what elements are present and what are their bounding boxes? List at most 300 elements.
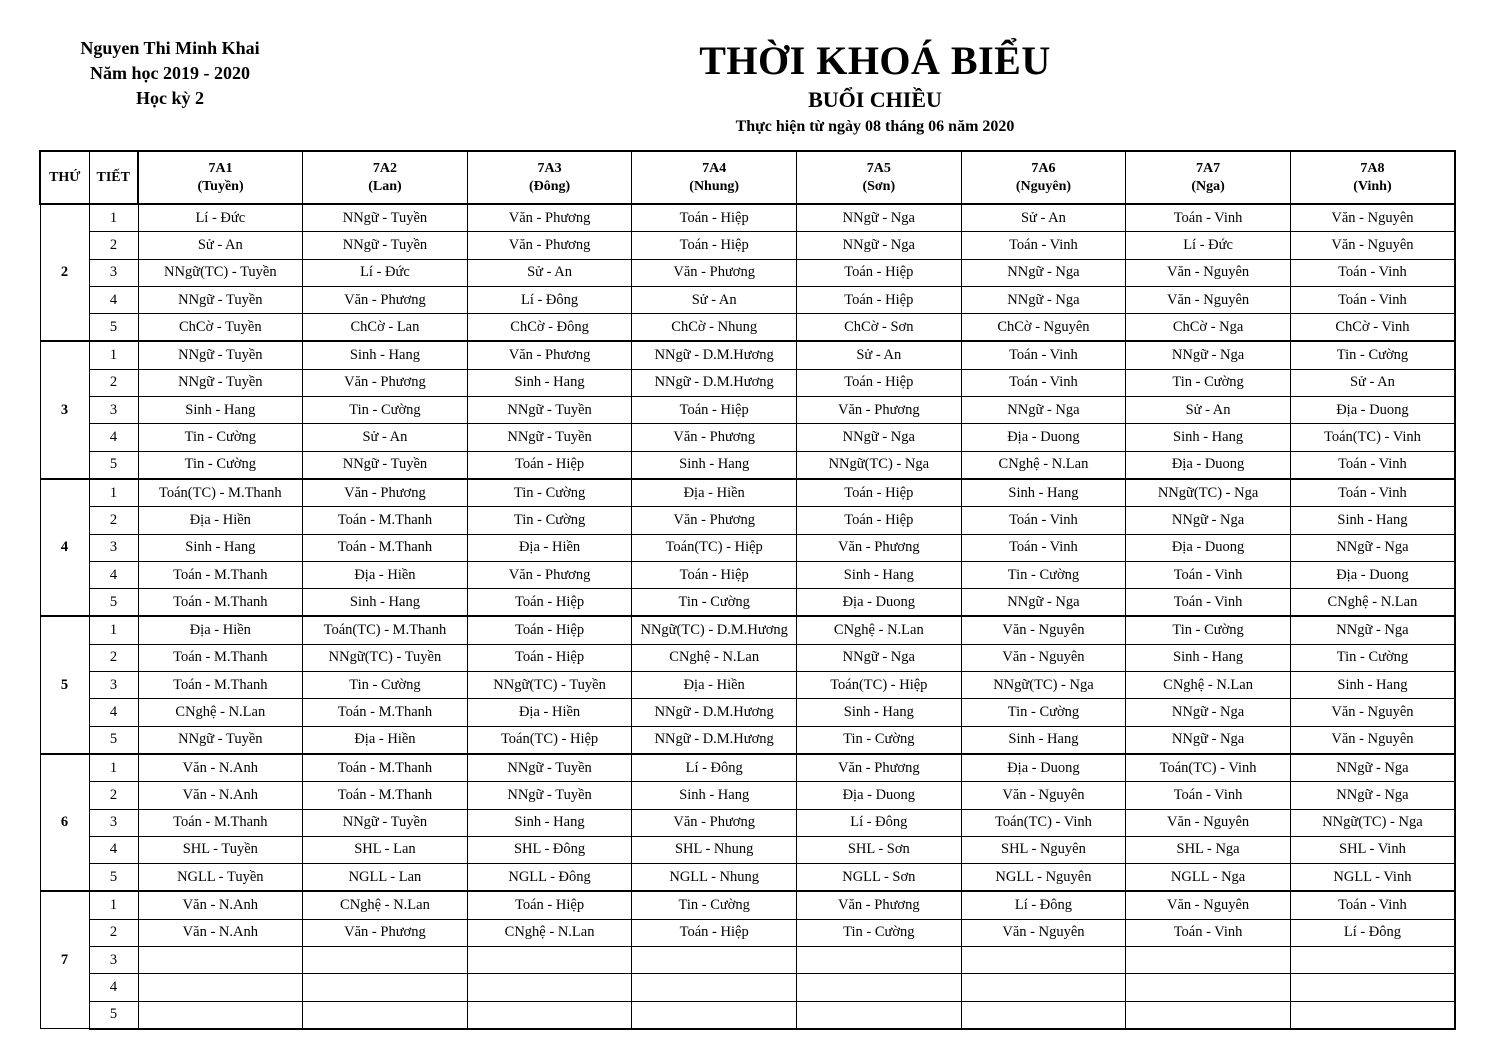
lesson-cell: NNgữ - Nga: [1126, 507, 1291, 534]
lesson-cell: Sử - An: [467, 259, 632, 286]
table-row: [40, 672, 1455, 699]
lesson-cell: Địa - Duong: [1290, 397, 1455, 424]
lesson-cell: NNgữ - Nga: [797, 644, 962, 671]
class-header: [467, 151, 632, 204]
period-number: 1: [89, 616, 138, 644]
lesson-cell: Toán - Hiệp: [797, 507, 962, 534]
lesson-cell: Sử - An: [797, 341, 962, 369]
lesson-cell: [1290, 947, 1455, 974]
timetable: [39, 150, 1456, 1030]
school-year: Năm học 2019 - 2020: [90, 63, 250, 83]
lesson-cell: NNgữ - Tuyền: [138, 341, 303, 369]
table-row: [40, 451, 1455, 479]
period-number: 1: [89, 891, 138, 919]
lesson-cell: Văn - Nguyên: [961, 644, 1126, 671]
lesson-cell: NNgữ(TC) - D.M.Hương: [632, 616, 797, 644]
lesson-cell: Toán - Vinh: [1126, 204, 1291, 232]
lesson-cell: Văn - N.Anh: [138, 782, 303, 809]
lesson-cell: Văn - Nguyên: [1290, 726, 1455, 754]
lesson-cell: Văn - Phương: [632, 259, 797, 286]
lesson-cell: ChCờ - Nhung: [632, 314, 797, 342]
lesson-cell: Tin - Cường: [303, 672, 468, 699]
lesson-cell: CNghệ - N.Lan: [797, 616, 962, 644]
lesson-cell: [632, 1001, 797, 1029]
lesson-cell: Toán(TC) - Hiệp: [467, 726, 632, 754]
table-row: [40, 836, 1455, 863]
lesson-cell: [797, 1001, 962, 1029]
table-row: [40, 974, 1455, 1001]
lesson-cell: Lí - Đức: [1126, 232, 1291, 259]
lesson-cell: Toán - Hiệp: [797, 259, 962, 286]
lesson-cell: [1290, 974, 1455, 1001]
lesson-cell: Toán - Vinh: [961, 507, 1126, 534]
school-name: Nguyen Thi Minh Khai: [80, 38, 260, 58]
lesson-cell: CNghệ - N.Lan: [1126, 672, 1291, 699]
lesson-cell: [1126, 1001, 1291, 1029]
lesson-cell: Toán - M.Thanh: [303, 782, 468, 809]
lesson-cell: Toán - Vinh: [1290, 479, 1455, 507]
lesson-cell: Toán - Vinh: [1290, 259, 1455, 286]
lesson-cell: Toán - Hiệp: [632, 919, 797, 946]
lesson-cell: NNgữ - Nga: [961, 286, 1126, 313]
lesson-cell: [138, 974, 303, 1001]
lesson-cell: Địa - Hiền: [138, 507, 303, 534]
lesson-cell: Văn - Phương: [632, 424, 797, 451]
lesson-cell: Văn - Nguyên: [1126, 891, 1291, 919]
lesson-cell: Toán - Vinh: [1290, 891, 1455, 919]
lesson-cell: NNgữ - Nga: [797, 204, 962, 232]
table-row: [40, 864, 1455, 892]
lesson-cell: Văn - Phương: [797, 754, 962, 782]
table-row: [40, 891, 1455, 919]
period-number: 5: [89, 589, 138, 617]
lesson-cell: NNgữ - Nga: [961, 259, 1126, 286]
lesson-cell: Toán - M.Thanh: [303, 699, 468, 726]
lesson-cell: Sinh - Hang: [1126, 644, 1291, 671]
lesson-cell: SHL - Sơn: [797, 836, 962, 863]
lesson-cell: NNgữ - Tuyền: [138, 726, 303, 754]
lesson-cell: Địa - Duong: [961, 754, 1126, 782]
lesson-cell: [303, 947, 468, 974]
school-info: [40, 36, 300, 111]
lesson-cell: NNgữ - Tuyền: [303, 204, 468, 232]
lesson-cell: NNgữ(TC) - Tuyền: [138, 259, 303, 286]
lesson-cell: Toán - Hiệp: [632, 204, 797, 232]
lesson-cell: Văn - Nguyên: [961, 616, 1126, 644]
lesson-cell: Địa - Hiền: [303, 561, 468, 588]
lesson-cell: Toán - Vinh: [1126, 782, 1291, 809]
table-row: [40, 232, 1455, 259]
lesson-cell: Văn - Nguyên: [1126, 259, 1291, 286]
lesson-cell: NNgữ - D.M.Hương: [632, 699, 797, 726]
class-header: [303, 151, 468, 204]
lesson-cell: Sinh - Hang: [797, 699, 962, 726]
lesson-cell: Tin - Cường: [467, 507, 632, 534]
lesson-cell: Toán - Hiệp: [467, 644, 632, 671]
period-number: 3: [89, 534, 138, 561]
lesson-cell: Địa - Duong: [1126, 451, 1291, 479]
class-name: 7A3: [537, 160, 562, 176]
lesson-cell: Tin - Cường: [1290, 644, 1455, 671]
title-block: [580, 36, 1170, 139]
lesson-cell: Tin - Cường: [138, 451, 303, 479]
lesson-cell: Sinh - Hang: [303, 341, 468, 369]
lesson-cell: Toán(TC) - M.Thanh: [303, 616, 468, 644]
lesson-cell: Toán - Vinh: [961, 369, 1126, 396]
period-number: 5: [89, 1001, 138, 1029]
lesson-cell: [1290, 1001, 1455, 1029]
lesson-cell: Toán - Vinh: [1290, 451, 1455, 479]
lesson-cell: NNgữ - Nga: [797, 424, 962, 451]
table-row: [40, 314, 1455, 342]
lesson-cell: Tin - Cường: [961, 699, 1126, 726]
lesson-cell: ChCờ - Sơn: [797, 314, 962, 342]
lesson-cell: Sinh - Hang: [961, 726, 1126, 754]
lesson-cell: Tin - Cường: [1126, 616, 1291, 644]
lesson-cell: Toán - M.Thanh: [303, 507, 468, 534]
lesson-cell: NNgữ(TC) - Tuyền: [467, 672, 632, 699]
day-label: 5: [40, 616, 89, 753]
lesson-cell: Toán(TC) - Vinh: [1290, 424, 1455, 451]
lesson-cell: NNgữ - Tuyền: [138, 286, 303, 313]
lesson-cell: CNghệ - N.Lan: [467, 919, 632, 946]
lesson-cell: Toán - Vinh: [961, 232, 1126, 259]
lesson-cell: NNgữ - Nga: [797, 232, 962, 259]
table-row: [40, 616, 1455, 644]
lesson-cell: NNgữ - Nga: [1290, 754, 1455, 782]
lesson-cell: [961, 947, 1126, 974]
day-label: 6: [40, 754, 89, 891]
lesson-cell: Lí - Đông: [632, 754, 797, 782]
lesson-cell: ChCờ - Vinh: [1290, 314, 1455, 342]
lesson-cell: SHL - Tuyền: [138, 836, 303, 863]
lesson-cell: [467, 1001, 632, 1029]
lesson-cell: Toán(TC) - Hiệp: [632, 534, 797, 561]
lesson-cell: Sinh - Hang: [797, 561, 962, 588]
class-teacher: (Lan): [368, 178, 402, 194]
lesson-cell: Văn - Phương: [797, 891, 962, 919]
semester: Học kỳ 2: [135, 88, 204, 108]
lesson-cell: NNgữ - Tuyền: [467, 754, 632, 782]
lesson-cell: Lí - Đông: [1290, 919, 1455, 946]
period-number: 2: [89, 369, 138, 396]
class-name: 7A2: [372, 160, 397, 176]
lesson-cell: Sử - An: [1126, 397, 1291, 424]
lesson-cell: Tin - Cường: [138, 424, 303, 451]
lesson-cell: NGLL - Sơn: [797, 864, 962, 892]
day-label: 7: [40, 891, 89, 1028]
lesson-cell: [303, 974, 468, 1001]
lesson-cell: NNgữ - Tuyền: [467, 424, 632, 451]
lesson-cell: Sử - An: [1290, 369, 1455, 396]
period-number: 5: [89, 864, 138, 892]
lesson-cell: ChCờ - Đông: [467, 314, 632, 342]
lesson-cell: Văn - N.Anh: [138, 919, 303, 946]
lesson-cell: Địa - Hiền: [467, 699, 632, 726]
table-row: [40, 809, 1455, 836]
lesson-cell: Toán(TC) - Hiệp: [797, 672, 962, 699]
period-number: 2: [89, 919, 138, 946]
class-header: [961, 151, 1126, 204]
period-number: 2: [89, 644, 138, 671]
lesson-cell: Địa - Duong: [961, 424, 1126, 451]
lesson-cell: Địa - Hiền: [303, 726, 468, 754]
lesson-cell: Văn - N.Anh: [138, 754, 303, 782]
lesson-cell: Toán - Vinh: [961, 341, 1126, 369]
lesson-cell: Văn - Nguyên: [961, 782, 1126, 809]
lesson-cell: Văn - Phương: [467, 232, 632, 259]
lesson-cell: Tin - Cường: [303, 397, 468, 424]
lesson-cell: Văn - Phương: [632, 809, 797, 836]
lesson-cell: NGLL - Nhung: [632, 864, 797, 892]
lesson-cell: CNghệ - N.Lan: [303, 891, 468, 919]
period-number: 2: [89, 232, 138, 259]
lesson-cell: SHL - Nga: [1126, 836, 1291, 863]
table-row: [40, 782, 1455, 809]
lesson-cell: [632, 974, 797, 1001]
lesson-cell: Tin - Cường: [961, 561, 1126, 588]
period-number: 4: [89, 561, 138, 588]
period-number: 3: [89, 397, 138, 424]
lesson-cell: Toán - Hiệp: [632, 232, 797, 259]
lesson-cell: Toán - Hiệp: [797, 286, 962, 313]
lesson-cell: Toán - M.Thanh: [138, 589, 303, 617]
lesson-cell: [138, 947, 303, 974]
table-row: [40, 699, 1455, 726]
period-number: 3: [89, 809, 138, 836]
lesson-cell: NGLL - Tuyền: [138, 864, 303, 892]
lesson-cell: NNgữ - Nga: [1126, 341, 1291, 369]
lesson-cell: Lí - Đức: [138, 204, 303, 232]
lesson-cell: [961, 974, 1126, 1001]
period-number: 3: [89, 259, 138, 286]
table-row: [40, 589, 1455, 617]
lesson-cell: Toán - Hiệp: [632, 397, 797, 424]
period-number: 1: [89, 341, 138, 369]
lesson-cell: NNgữ - Nga: [1290, 616, 1455, 644]
lesson-cell: Địa - Duong: [797, 589, 962, 617]
lesson-cell: NNgữ - Nga: [1126, 726, 1291, 754]
table-row: [40, 204, 1455, 232]
lesson-cell: Văn - Nguyên: [1290, 232, 1455, 259]
table-row: [40, 397, 1455, 424]
lesson-cell: NNgữ - Nga: [961, 397, 1126, 424]
day-column-header: THỨ: [40, 151, 89, 204]
lesson-cell: Sử - An: [632, 286, 797, 313]
lesson-cell: NNgữ(TC) - Nga: [797, 451, 962, 479]
lesson-cell: NNgữ(TC) - Tuyền: [303, 644, 468, 671]
lesson-cell: [961, 1001, 1126, 1029]
lesson-cell: Sử - An: [961, 204, 1126, 232]
lesson-cell: Sinh - Hang: [467, 809, 632, 836]
lesson-cell: Toán - Vinh: [961, 534, 1126, 561]
lesson-cell: Toán - Vinh: [1126, 589, 1291, 617]
lesson-cell: CNghệ - N.Lan: [632, 644, 797, 671]
lesson-cell: Văn - Phương: [303, 369, 468, 396]
lesson-cell: Sinh - Hang: [138, 397, 303, 424]
lesson-cell: SHL - Lan: [303, 836, 468, 863]
class-name: 7A7: [1196, 160, 1221, 176]
lesson-cell: Toán - M.Thanh: [138, 809, 303, 836]
lesson-cell: Văn - Nguyên: [1290, 204, 1455, 232]
lesson-cell: NGLL - Lan: [303, 864, 468, 892]
session-subtitle: BUỔI CHIỀU: [808, 87, 942, 112]
day-label: 3: [40, 341, 89, 478]
lesson-cell: Lí - Đông: [961, 891, 1126, 919]
lesson-cell: Văn - Nguyên: [1126, 286, 1291, 313]
class-name: 7A4: [702, 160, 727, 176]
period-number: 5: [89, 726, 138, 754]
period-number: 4: [89, 836, 138, 863]
lesson-cell: Toán - Vinh: [1126, 561, 1291, 588]
table-row: [40, 369, 1455, 396]
lesson-cell: NNgữ - Tuyền: [303, 451, 468, 479]
lesson-cell: [467, 947, 632, 974]
lesson-cell: SHL - Đông: [467, 836, 632, 863]
table-row: [40, 754, 1455, 782]
lesson-cell: Toán - M.Thanh: [138, 672, 303, 699]
lesson-cell: Tin - Cường: [467, 479, 632, 507]
day-label: 2: [40, 204, 89, 341]
lesson-cell: [1126, 974, 1291, 1001]
lesson-cell: Sinh - Hang: [1290, 507, 1455, 534]
lesson-cell: NNgữ - Nga: [1290, 782, 1455, 809]
lesson-cell: Toán - Hiệp: [467, 891, 632, 919]
lesson-cell: NNgữ - Tuyền: [467, 782, 632, 809]
lesson-cell: Toán - Hiệp: [797, 369, 962, 396]
lesson-cell: NNgữ(TC) - Nga: [961, 672, 1126, 699]
lesson-cell: Địa - Duong: [797, 782, 962, 809]
lesson-cell: Địa - Hiền: [467, 534, 632, 561]
class-header: [1290, 151, 1455, 204]
effective-date: Thực hiện từ ngày 08 tháng 06 năm 2020: [735, 118, 1015, 135]
lesson-cell: Toán - Hiệp: [467, 616, 632, 644]
lesson-cell: NNgữ - Nga: [1290, 534, 1455, 561]
lesson-cell: NNgữ - D.M.Hương: [632, 369, 797, 396]
period-number: 5: [89, 314, 138, 342]
lesson-cell: Sinh - Hang: [632, 451, 797, 479]
lesson-cell: Sinh - Hang: [1126, 424, 1291, 451]
table-row: [40, 341, 1455, 369]
lesson-cell: NGLL - Nga: [1126, 864, 1291, 892]
lesson-cell: Toán - Hiệp: [797, 479, 962, 507]
lesson-cell: Văn - Phương: [467, 561, 632, 588]
table-row: [40, 947, 1455, 974]
table-row: [40, 919, 1455, 946]
lesson-cell: Tin - Cường: [632, 589, 797, 617]
class-teacher: (Vinh): [1353, 178, 1392, 194]
lesson-cell: Tin - Cường: [797, 726, 962, 754]
class-teacher: (Nga): [1191, 178, 1225, 194]
lesson-cell: [138, 1001, 303, 1029]
lesson-cell: Văn - Nguyên: [961, 919, 1126, 946]
lesson-cell: NGLL - Nguyên: [961, 864, 1126, 892]
lesson-cell: Sinh - Hang: [303, 589, 468, 617]
day-label: 4: [40, 479, 89, 616]
lesson-cell: Văn - Nguyên: [1290, 699, 1455, 726]
lesson-cell: Địa - Hiền: [632, 672, 797, 699]
lesson-cell: NNgữ - Tuyền: [303, 809, 468, 836]
lesson-cell: Văn - N.Anh: [138, 891, 303, 919]
lesson-cell: CNghệ - N.Lan: [961, 451, 1126, 479]
lesson-cell: ChCờ - Lan: [303, 314, 468, 342]
table-row: [40, 534, 1455, 561]
lesson-cell: NNgữ(TC) - Nga: [1290, 809, 1455, 836]
lesson-cell: NNgữ - Tuyền: [303, 232, 468, 259]
period-number: 4: [89, 424, 138, 451]
lesson-cell: Toán - Vinh: [1290, 286, 1455, 313]
lesson-cell: Lí - Đức: [303, 259, 468, 286]
lesson-cell: NNgữ - Tuyền: [467, 397, 632, 424]
lesson-cell: [1126, 947, 1291, 974]
lesson-cell: NNgữ - Nga: [961, 589, 1126, 617]
lesson-cell: Lí - Đông: [467, 286, 632, 313]
lesson-cell: SHL - Nhung: [632, 836, 797, 863]
lesson-cell: Văn - Phương: [303, 286, 468, 313]
class-name: 7A1: [208, 160, 233, 176]
class-teacher: (Nhung): [689, 178, 740, 194]
lesson-cell: Tin - Cường: [1126, 369, 1291, 396]
class-teacher: (Sơn): [862, 178, 896, 194]
class-header: [1126, 151, 1291, 204]
lesson-cell: ChCờ - Nga: [1126, 314, 1291, 342]
period-number: 2: [89, 782, 138, 809]
lesson-cell: [467, 974, 632, 1001]
lesson-cell: NNgữ - Tuyền: [138, 369, 303, 396]
table-row: [40, 1001, 1455, 1029]
lesson-cell: Toán - Hiệp: [467, 589, 632, 617]
lesson-cell: ChCờ - Nguyên: [961, 314, 1126, 342]
class-teacher: (Nguyên): [1015, 178, 1072, 194]
timetable-body: [40, 204, 1455, 1029]
lesson-cell: NGLL - Vinh: [1290, 864, 1455, 892]
lesson-cell: NNgữ - D.M.Hương: [632, 726, 797, 754]
lesson-cell: Sử - An: [138, 232, 303, 259]
lesson-cell: Toán - M.Thanh: [138, 644, 303, 671]
lesson-cell: Địa - Hiền: [138, 616, 303, 644]
lesson-cell: [797, 947, 962, 974]
lesson-cell: Văn - Nguyên: [1126, 809, 1291, 836]
lesson-cell: Sinh - Hang: [1290, 672, 1455, 699]
header-row: [40, 151, 1455, 204]
lesson-cell: Tin - Cường: [632, 891, 797, 919]
period-column-header: TIẾT: [89, 151, 138, 204]
class-header: [138, 151, 303, 204]
table-row: [40, 259, 1455, 286]
lesson-cell: SHL - Nguyên: [961, 836, 1126, 863]
class-teacher: (Tuyền): [197, 178, 244, 194]
lesson-cell: Toán - M.Thanh: [303, 754, 468, 782]
period-number: 3: [89, 672, 138, 699]
lesson-cell: Sử - An: [303, 424, 468, 451]
period-number: 4: [89, 974, 138, 1001]
lesson-cell: Địa - Hiền: [632, 479, 797, 507]
period-number: 3: [89, 947, 138, 974]
lesson-cell: CNghệ - N.Lan: [138, 699, 303, 726]
lesson-cell: Sinh - Hang: [632, 782, 797, 809]
lesson-cell: Văn - Phương: [467, 341, 632, 369]
lesson-cell: NNgữ - D.M.Hương: [632, 341, 797, 369]
lesson-cell: Văn - Phương: [467, 204, 632, 232]
period-number: 4: [89, 699, 138, 726]
lesson-cell: Toán(TC) - Vinh: [961, 809, 1126, 836]
period-number: 5: [89, 451, 138, 479]
class-name: 7A6: [1031, 160, 1056, 176]
class-teacher: (Đông): [528, 178, 571, 194]
lesson-cell: NNgữ(TC) - Nga: [1126, 479, 1291, 507]
lesson-cell: NGLL - Đông: [467, 864, 632, 892]
lesson-cell: Văn - Phương: [797, 397, 962, 424]
